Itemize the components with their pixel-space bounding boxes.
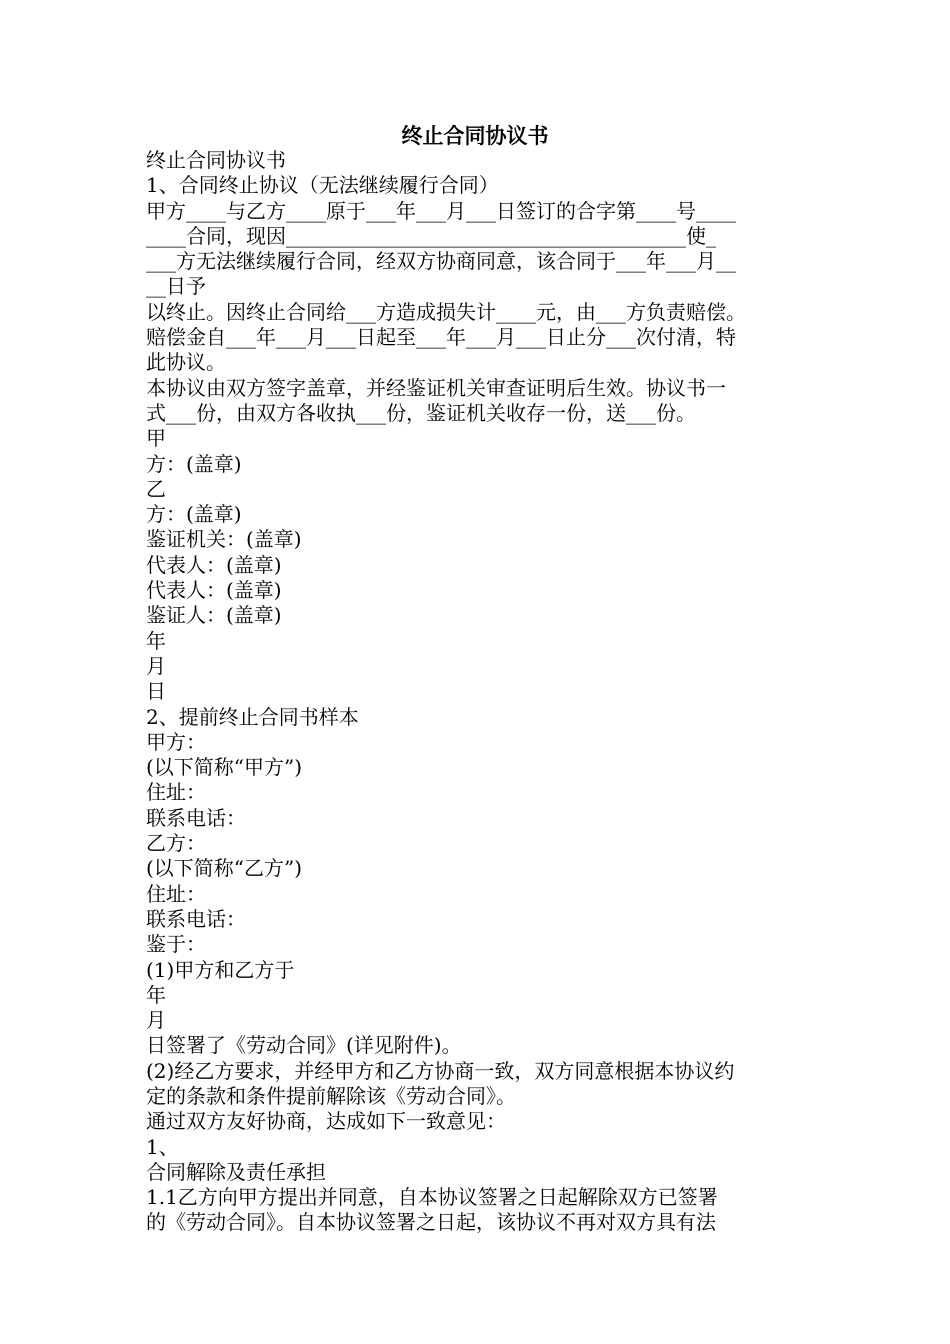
text-line: 的《劳动合同》。自本协议签署之日起，该协议不再对双方具有法 — [146, 1210, 716, 1235]
text-line: 代表人：(盖章) — [146, 578, 282, 603]
text-line: 月 — [146, 1008, 166, 1033]
document-title: 终止合同协议书 — [401, 124, 549, 148]
text-line: 1、合同终止协议（无法继续履行合同） — [146, 173, 499, 198]
text-line: 方：(盖章) — [146, 502, 242, 527]
text-line: 日 — [146, 679, 166, 704]
text-line: 以终止。因终止合同给___方造成损失计____元，由___方负责赔偿。 — [146, 299, 746, 324]
text-line: (以下简称“乙方”) — [146, 856, 303, 881]
text-line: 式___份，由双方各收执___份，鉴证机关收存一份，送___份。 — [146, 400, 696, 425]
text-line: 鉴于： — [146, 932, 206, 957]
text-line: 甲方： — [146, 729, 206, 754]
document-body — [146, 148, 814, 1236]
text-line: 合同解除及责任承担 — [146, 1159, 326, 1184]
text-line: 定的条款和条件提前解除该《劳动合同》。 — [146, 1083, 516, 1108]
text-line: 鉴证人：(盖章) — [146, 603, 282, 628]
text-line: (以下简称“甲方”) — [146, 755, 303, 780]
text-line: 方：(盖章) — [146, 451, 242, 476]
text-line: 日签署了《劳动合同》(详见附件)。 — [146, 1033, 462, 1058]
text-line: (2)经乙方要求，并经甲方和乙方协商一致，双方同意根据本协议约 — [146, 1058, 735, 1083]
text-line: 赔偿金自___年___月___日起至___年___月___日止分___次付清，特 — [146, 325, 736, 350]
text-line: 本协议由双方签字盖章，并经鉴证机关审查证明后生效。协议书一 — [146, 375, 726, 400]
text-line: 通过双方友好协商，达成如下一致意见： — [146, 1109, 506, 1134]
text-line: 年 — [146, 982, 166, 1007]
text-line: 住址： — [146, 780, 206, 805]
text-line: __日予 — [146, 274, 206, 299]
text-line: 年 — [146, 628, 166, 653]
text-line: 代表人：(盖章) — [146, 552, 282, 577]
text-line: ___方无法继续履行合同，经双方协商同意，该合同于___年___月__ — [146, 249, 736, 274]
text-line: ____合同，现因________________________________________使_ — [146, 223, 716, 248]
text-line: 住址： — [146, 881, 206, 906]
text-line: 联系电话： — [146, 906, 246, 931]
text-line: 月 — [146, 653, 166, 678]
text-line: 甲方____与乙方____原于___年___月___日签订的合字第____号____ — [146, 198, 736, 223]
text-line: 1.1乙方向甲方提出并同意，自本协议签署之日起解除双方已签署 — [146, 1185, 718, 1210]
text-line: 乙 — [146, 476, 166, 501]
text-line: 2、提前终止合同书样本 — [146, 704, 359, 729]
text-line: 甲 — [146, 426, 166, 451]
text-line: 鉴证机关：(盖章) — [146, 527, 302, 552]
text-line: 此协议。 — [146, 350, 226, 375]
text-line: 终止合同协议书 — [146, 148, 286, 172]
text-line: 1、 — [146, 1134, 179, 1159]
text-line: 乙方： — [146, 831, 206, 856]
text-line: (1)甲方和乙方于 — [146, 957, 295, 982]
text-line: 联系电话： — [146, 805, 246, 830]
